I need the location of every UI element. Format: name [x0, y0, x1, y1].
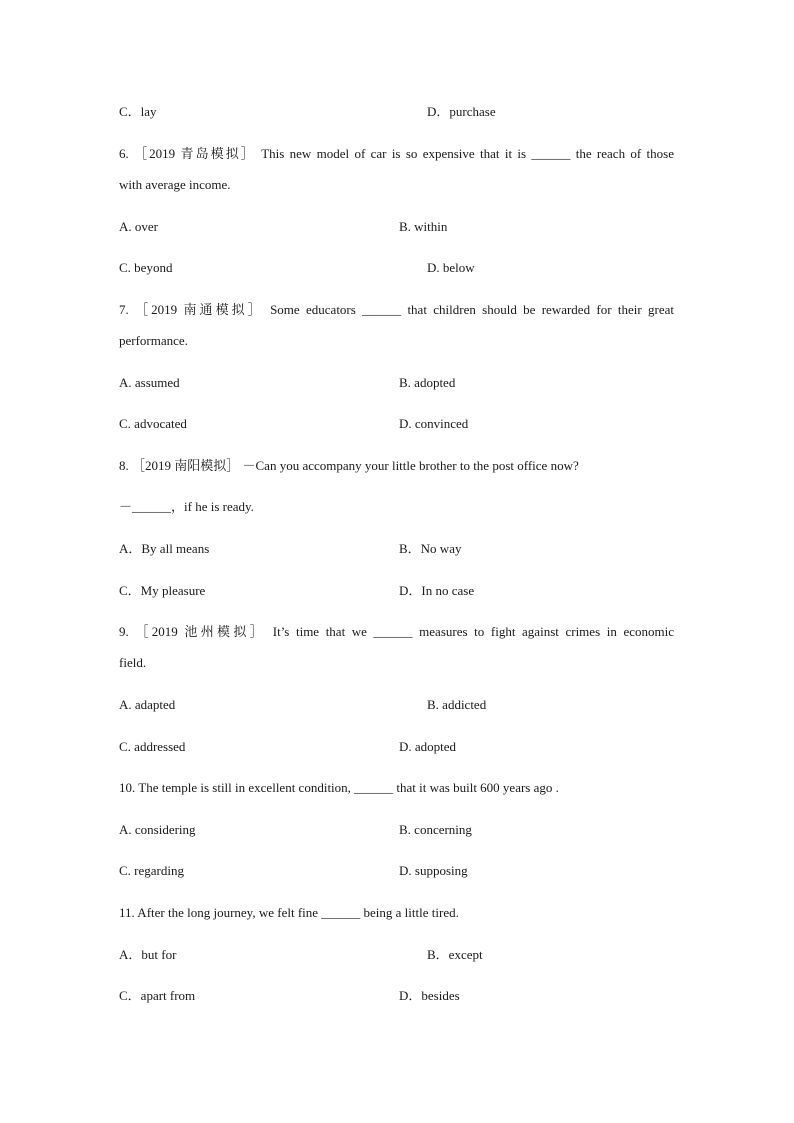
- q7-question-line2: performance.: [119, 333, 188, 348]
- q7-option-d: D. convinced: [399, 416, 469, 431]
- q9-question-line1: 9. ［2019 池州模拟］ It’s time that we ______ measures to fight against crimes in economic: [119, 624, 674, 639]
- q5-option-d: D．purchase: [427, 104, 496, 119]
- q8-option-c: C．My pleasure: [119, 583, 206, 598]
- q6-option-c: C. beyond: [119, 260, 173, 275]
- q6-question-line1: 6. ［2019 青岛模拟］ This new model of car is so expensive that it is ______ the reach of those: [119, 146, 674, 161]
- q8-option-a: A．By all means: [119, 541, 210, 556]
- q8-option-d: D．In no case: [399, 583, 475, 598]
- q7-option-a: A. assumed: [119, 375, 180, 390]
- q8-question-line1: 8. ［2019 南阳模拟］ －Can you accompany your little brother to the post office now?: [119, 458, 579, 473]
- q5-option-c: C．lay: [119, 104, 157, 119]
- q11-option-c: C．apart from: [119, 988, 196, 1003]
- q8-option-b: B．No way: [399, 541, 462, 556]
- q7-option-b: B. adopted: [399, 375, 456, 390]
- q8-question-line2: －______，if he is ready.: [119, 499, 254, 514]
- q7-question-line1: 7. ［2019 南通模拟］ Some educators ______ that children should be rewarded for their great: [119, 302, 674, 317]
- q9-option-c: C. addressed: [119, 739, 186, 754]
- q6-option-a: A. over: [119, 219, 158, 234]
- q6-option-d: D. below: [427, 260, 475, 275]
- q11-option-b: B．except: [427, 947, 483, 962]
- q11-option-d: D．besides: [399, 988, 460, 1003]
- q9-option-b: B. addicted: [427, 697, 487, 712]
- q6-option-b: B. within: [399, 219, 448, 234]
- q10-option-c: C. regarding: [119, 863, 184, 878]
- q11-question-line1: 11. After the long journey, we felt fine ______ being a little tired.: [119, 905, 459, 920]
- q10-option-b: B. concerning: [399, 822, 472, 837]
- q9-option-d: D. adopted: [399, 739, 457, 754]
- q10-question-line1: 10. The temple is still in excellent condition, ______ that it was built 600 years ago .: [119, 780, 559, 795]
- q9-option-a: A. adapted: [119, 697, 176, 712]
- q10-option-a: A. considering: [119, 822, 196, 837]
- q10-option-d: D. supposing: [399, 863, 468, 878]
- q6-question-line2: with average income.: [119, 177, 231, 192]
- q7-option-c: C. advocated: [119, 416, 187, 431]
- q11-option-a: A．but for: [119, 947, 177, 962]
- q9-question-line2: field.: [119, 655, 147, 670]
